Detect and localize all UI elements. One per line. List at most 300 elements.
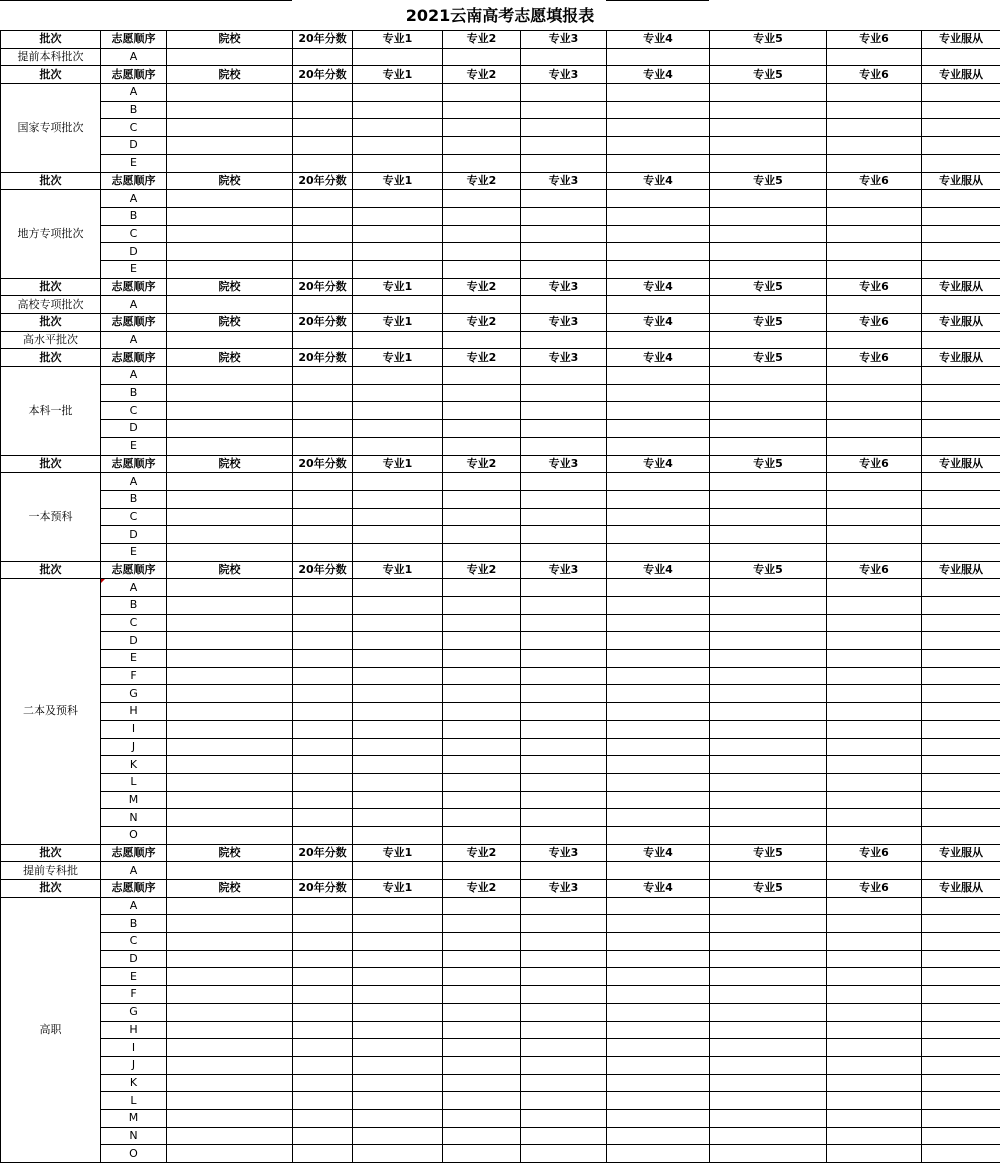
major-2-cell[interactable] bbox=[443, 650, 521, 668]
major-1-cell[interactable] bbox=[353, 809, 443, 827]
major-obey-cell[interactable] bbox=[922, 207, 1000, 225]
score-2020-cell[interactable] bbox=[293, 84, 353, 102]
major-5-cell[interactable] bbox=[710, 207, 827, 225]
major-3-cell[interactable] bbox=[521, 119, 607, 137]
school-cell[interactable] bbox=[167, 490, 293, 508]
school-cell[interactable] bbox=[167, 543, 293, 561]
major-3-cell[interactable] bbox=[521, 84, 607, 102]
major-1-cell[interactable] bbox=[353, 1021, 443, 1039]
major-6-cell[interactable] bbox=[827, 1074, 922, 1092]
school-cell[interactable] bbox=[167, 809, 293, 827]
major-1-cell[interactable] bbox=[353, 933, 443, 951]
score-2020-cell[interactable] bbox=[293, 1003, 353, 1021]
major-2-cell[interactable] bbox=[443, 207, 521, 225]
major-6-cell[interactable] bbox=[827, 614, 922, 632]
major-5-cell[interactable] bbox=[710, 260, 827, 278]
score-2020-cell[interactable] bbox=[293, 1039, 353, 1057]
major-4-cell[interactable] bbox=[607, 809, 710, 827]
major-1-cell[interactable] bbox=[353, 1003, 443, 1021]
score-2020-cell[interactable] bbox=[293, 915, 353, 933]
school-cell[interactable] bbox=[167, 402, 293, 420]
major-obey-cell[interactable] bbox=[922, 508, 1000, 526]
major-obey-cell[interactable] bbox=[922, 473, 1000, 491]
major-2-cell[interactable] bbox=[443, 1109, 521, 1127]
major-2-cell[interactable] bbox=[443, 367, 521, 385]
major-obey-cell[interactable] bbox=[922, 986, 1000, 1004]
major-2-cell[interactable] bbox=[443, 260, 521, 278]
major-5-cell[interactable] bbox=[710, 420, 827, 438]
major-3-cell[interactable] bbox=[521, 490, 607, 508]
major-1-cell[interactable] bbox=[353, 685, 443, 703]
major-4-cell[interactable] bbox=[607, 243, 710, 261]
major-5-cell[interactable] bbox=[710, 933, 827, 951]
major-2-cell[interactable] bbox=[443, 720, 521, 738]
major-2-cell[interactable] bbox=[443, 508, 521, 526]
major-4-cell[interactable] bbox=[607, 508, 710, 526]
score-2020-cell[interactable] bbox=[293, 1092, 353, 1110]
major-obey-cell[interactable] bbox=[922, 225, 1000, 243]
major-3-cell[interactable] bbox=[521, 508, 607, 526]
major-obey-cell[interactable] bbox=[922, 420, 1000, 438]
major-4-cell[interactable] bbox=[607, 331, 710, 349]
score-2020-cell[interactable] bbox=[293, 543, 353, 561]
school-cell[interactable] bbox=[167, 367, 293, 385]
major-6-cell[interactable] bbox=[827, 1127, 922, 1145]
major-3-cell[interactable] bbox=[521, 703, 607, 721]
major-4-cell[interactable] bbox=[607, 260, 710, 278]
school-cell[interactable] bbox=[167, 597, 293, 615]
major-1-cell[interactable] bbox=[353, 950, 443, 968]
major-1-cell[interactable] bbox=[353, 773, 443, 791]
score-2020-cell[interactable] bbox=[293, 809, 353, 827]
major-3-cell[interactable] bbox=[521, 915, 607, 933]
major-3-cell[interactable] bbox=[521, 437, 607, 455]
score-2020-cell[interactable] bbox=[293, 597, 353, 615]
major-3-cell[interactable] bbox=[521, 243, 607, 261]
major-2-cell[interactable] bbox=[443, 809, 521, 827]
major-1-cell[interactable] bbox=[353, 915, 443, 933]
major-obey-cell[interactable] bbox=[922, 260, 1000, 278]
major-5-cell[interactable] bbox=[710, 1092, 827, 1110]
major-2-cell[interactable] bbox=[443, 154, 521, 172]
major-6-cell[interactable] bbox=[827, 137, 922, 155]
major-1-cell[interactable] bbox=[353, 1127, 443, 1145]
major-2-cell[interactable] bbox=[443, 420, 521, 438]
major-5-cell[interactable] bbox=[710, 190, 827, 208]
major-obey-cell[interactable] bbox=[922, 48, 1000, 66]
school-cell[interactable] bbox=[167, 526, 293, 544]
score-2020-cell[interactable] bbox=[293, 632, 353, 650]
major-6-cell[interactable] bbox=[827, 933, 922, 951]
major-1-cell[interactable] bbox=[353, 1039, 443, 1057]
major-2-cell[interactable] bbox=[443, 756, 521, 774]
school-cell[interactable] bbox=[167, 1145, 293, 1163]
major-6-cell[interactable] bbox=[827, 826, 922, 844]
major-5-cell[interactable] bbox=[710, 720, 827, 738]
major-6-cell[interactable] bbox=[827, 1109, 922, 1127]
major-3-cell[interactable] bbox=[521, 950, 607, 968]
major-5-cell[interactable] bbox=[710, 225, 827, 243]
major-obey-cell[interactable] bbox=[922, 632, 1000, 650]
score-2020-cell[interactable] bbox=[293, 402, 353, 420]
major-obey-cell[interactable] bbox=[922, 243, 1000, 261]
major-2-cell[interactable] bbox=[443, 738, 521, 756]
major-4-cell[interactable] bbox=[607, 915, 710, 933]
major-2-cell[interactable] bbox=[443, 137, 521, 155]
school-cell[interactable] bbox=[167, 260, 293, 278]
score-2020-cell[interactable] bbox=[293, 260, 353, 278]
major-6-cell[interactable] bbox=[827, 579, 922, 597]
score-2020-cell[interactable] bbox=[293, 1021, 353, 1039]
major-1-cell[interactable] bbox=[353, 720, 443, 738]
major-5-cell[interactable] bbox=[710, 685, 827, 703]
school-cell[interactable] bbox=[167, 437, 293, 455]
major-3-cell[interactable] bbox=[521, 773, 607, 791]
major-6-cell[interactable] bbox=[827, 543, 922, 561]
major-3-cell[interactable] bbox=[521, 1092, 607, 1110]
school-cell[interactable] bbox=[167, 225, 293, 243]
major-3-cell[interactable] bbox=[521, 933, 607, 951]
major-3-cell[interactable] bbox=[521, 207, 607, 225]
major-3-cell[interactable] bbox=[521, 650, 607, 668]
major-2-cell[interactable] bbox=[443, 597, 521, 615]
score-2020-cell[interactable] bbox=[293, 420, 353, 438]
major-obey-cell[interactable] bbox=[922, 367, 1000, 385]
major-obey-cell[interactable] bbox=[922, 543, 1000, 561]
major-obey-cell[interactable] bbox=[922, 826, 1000, 844]
major-5-cell[interactable] bbox=[710, 101, 827, 119]
major-obey-cell[interactable] bbox=[922, 614, 1000, 632]
major-1-cell[interactable] bbox=[353, 154, 443, 172]
major-2-cell[interactable] bbox=[443, 579, 521, 597]
major-3-cell[interactable] bbox=[521, 154, 607, 172]
major-5-cell[interactable] bbox=[710, 296, 827, 314]
major-1-cell[interactable] bbox=[353, 137, 443, 155]
major-2-cell[interactable] bbox=[443, 243, 521, 261]
major-6-cell[interactable] bbox=[827, 1021, 922, 1039]
major-2-cell[interactable] bbox=[443, 1092, 521, 1110]
school-cell[interactable] bbox=[167, 1003, 293, 1021]
major-obey-cell[interactable] bbox=[922, 897, 1000, 915]
major-2-cell[interactable] bbox=[443, 968, 521, 986]
major-3-cell[interactable] bbox=[521, 137, 607, 155]
score-2020-cell[interactable] bbox=[293, 190, 353, 208]
major-4-cell[interactable] bbox=[607, 986, 710, 1004]
major-4-cell[interactable] bbox=[607, 190, 710, 208]
major-3-cell[interactable] bbox=[521, 225, 607, 243]
major-2-cell[interactable] bbox=[443, 1127, 521, 1145]
school-cell[interactable] bbox=[167, 650, 293, 668]
major-3-cell[interactable] bbox=[521, 331, 607, 349]
major-obey-cell[interactable] bbox=[922, 190, 1000, 208]
score-2020-cell[interactable] bbox=[293, 490, 353, 508]
major-3-cell[interactable] bbox=[521, 260, 607, 278]
major-1-cell[interactable] bbox=[353, 526, 443, 544]
major-6-cell[interactable] bbox=[827, 331, 922, 349]
major-5-cell[interactable] bbox=[710, 862, 827, 880]
major-5-cell[interactable] bbox=[710, 490, 827, 508]
school-cell[interactable] bbox=[167, 756, 293, 774]
major-5-cell[interactable] bbox=[710, 1127, 827, 1145]
major-4-cell[interactable] bbox=[607, 720, 710, 738]
major-5-cell[interactable] bbox=[710, 579, 827, 597]
school-cell[interactable] bbox=[167, 190, 293, 208]
major-1-cell[interactable] bbox=[353, 101, 443, 119]
major-4-cell[interactable] bbox=[607, 650, 710, 668]
major-6-cell[interactable] bbox=[827, 260, 922, 278]
major-1-cell[interactable] bbox=[353, 367, 443, 385]
major-obey-cell[interactable] bbox=[922, 685, 1000, 703]
major-5-cell[interactable] bbox=[710, 154, 827, 172]
major-5-cell[interactable] bbox=[710, 331, 827, 349]
score-2020-cell[interactable] bbox=[293, 331, 353, 349]
school-cell[interactable] bbox=[167, 773, 293, 791]
major-4-cell[interactable] bbox=[607, 685, 710, 703]
score-2020-cell[interactable] bbox=[293, 225, 353, 243]
major-1-cell[interactable] bbox=[353, 791, 443, 809]
major-4-cell[interactable] bbox=[607, 862, 710, 880]
major-2-cell[interactable] bbox=[443, 331, 521, 349]
school-cell[interactable] bbox=[167, 720, 293, 738]
major-3-cell[interactable] bbox=[521, 402, 607, 420]
major-5-cell[interactable] bbox=[710, 1074, 827, 1092]
school-cell[interactable] bbox=[167, 473, 293, 491]
school-cell[interactable] bbox=[167, 1127, 293, 1145]
major-1-cell[interactable] bbox=[353, 437, 443, 455]
major-1-cell[interactable] bbox=[353, 826, 443, 844]
major-obey-cell[interactable] bbox=[922, 1145, 1000, 1163]
major-3-cell[interactable] bbox=[521, 579, 607, 597]
major-6-cell[interactable] bbox=[827, 420, 922, 438]
major-5-cell[interactable] bbox=[710, 986, 827, 1004]
major-2-cell[interactable] bbox=[443, 1039, 521, 1057]
school-cell[interactable] bbox=[167, 243, 293, 261]
major-6-cell[interactable] bbox=[827, 1056, 922, 1074]
major-5-cell[interactable] bbox=[710, 402, 827, 420]
score-2020-cell[interactable] bbox=[293, 738, 353, 756]
major-5-cell[interactable] bbox=[710, 773, 827, 791]
major-3-cell[interactable] bbox=[521, 809, 607, 827]
major-obey-cell[interactable] bbox=[922, 738, 1000, 756]
major-3-cell[interactable] bbox=[521, 384, 607, 402]
major-1-cell[interactable] bbox=[353, 897, 443, 915]
school-cell[interactable] bbox=[167, 897, 293, 915]
score-2020-cell[interactable] bbox=[293, 950, 353, 968]
major-3-cell[interactable] bbox=[521, 667, 607, 685]
major-2-cell[interactable] bbox=[443, 101, 521, 119]
major-4-cell[interactable] bbox=[607, 437, 710, 455]
major-1-cell[interactable] bbox=[353, 243, 443, 261]
major-2-cell[interactable] bbox=[443, 915, 521, 933]
major-4-cell[interactable] bbox=[607, 490, 710, 508]
major-6-cell[interactable] bbox=[827, 101, 922, 119]
score-2020-cell[interactable] bbox=[293, 243, 353, 261]
major-3-cell[interactable] bbox=[521, 1109, 607, 1127]
major-3-cell[interactable] bbox=[521, 756, 607, 774]
score-2020-cell[interactable] bbox=[293, 48, 353, 66]
major-4-cell[interactable] bbox=[607, 101, 710, 119]
major-2-cell[interactable] bbox=[443, 897, 521, 915]
major-2-cell[interactable] bbox=[443, 526, 521, 544]
major-1-cell[interactable] bbox=[353, 225, 443, 243]
major-5-cell[interactable] bbox=[710, 809, 827, 827]
major-3-cell[interactable] bbox=[521, 738, 607, 756]
major-6-cell[interactable] bbox=[827, 773, 922, 791]
major-1-cell[interactable] bbox=[353, 119, 443, 137]
major-obey-cell[interactable] bbox=[922, 809, 1000, 827]
major-5-cell[interactable] bbox=[710, 614, 827, 632]
major-4-cell[interactable] bbox=[607, 1056, 710, 1074]
major-1-cell[interactable] bbox=[353, 986, 443, 1004]
major-4-cell[interactable] bbox=[607, 420, 710, 438]
major-obey-cell[interactable] bbox=[922, 1021, 1000, 1039]
major-1-cell[interactable] bbox=[353, 420, 443, 438]
score-2020-cell[interactable] bbox=[293, 101, 353, 119]
major-2-cell[interactable] bbox=[443, 950, 521, 968]
major-4-cell[interactable] bbox=[607, 614, 710, 632]
school-cell[interactable] bbox=[167, 579, 293, 597]
major-5-cell[interactable] bbox=[710, 119, 827, 137]
school-cell[interactable] bbox=[167, 84, 293, 102]
major-5-cell[interactable] bbox=[710, 367, 827, 385]
major-2-cell[interactable] bbox=[443, 862, 521, 880]
score-2020-cell[interactable] bbox=[293, 579, 353, 597]
major-obey-cell[interactable] bbox=[922, 437, 1000, 455]
major-6-cell[interactable] bbox=[827, 738, 922, 756]
major-3-cell[interactable] bbox=[521, 826, 607, 844]
major-1-cell[interactable] bbox=[353, 207, 443, 225]
major-obey-cell[interactable] bbox=[922, 756, 1000, 774]
score-2020-cell[interactable] bbox=[293, 986, 353, 1004]
major-5-cell[interactable] bbox=[710, 667, 827, 685]
major-4-cell[interactable] bbox=[607, 933, 710, 951]
major-4-cell[interactable] bbox=[607, 1021, 710, 1039]
major-3-cell[interactable] bbox=[521, 597, 607, 615]
major-5-cell[interactable] bbox=[710, 968, 827, 986]
major-2-cell[interactable] bbox=[443, 1003, 521, 1021]
major-4-cell[interactable] bbox=[607, 703, 710, 721]
major-6-cell[interactable] bbox=[827, 207, 922, 225]
score-2020-cell[interactable] bbox=[293, 968, 353, 986]
major-1-cell[interactable] bbox=[353, 508, 443, 526]
major-4-cell[interactable] bbox=[607, 1039, 710, 1057]
school-cell[interactable] bbox=[167, 986, 293, 1004]
major-obey-cell[interactable] bbox=[922, 933, 1000, 951]
major-4-cell[interactable] bbox=[607, 543, 710, 561]
major-obey-cell[interactable] bbox=[922, 650, 1000, 668]
major-5-cell[interactable] bbox=[710, 597, 827, 615]
major-5-cell[interactable] bbox=[710, 826, 827, 844]
major-3-cell[interactable] bbox=[521, 614, 607, 632]
major-5-cell[interactable] bbox=[710, 1003, 827, 1021]
major-1-cell[interactable] bbox=[353, 543, 443, 561]
major-3-cell[interactable] bbox=[521, 1021, 607, 1039]
major-1-cell[interactable] bbox=[353, 260, 443, 278]
major-4-cell[interactable] bbox=[607, 367, 710, 385]
major-5-cell[interactable] bbox=[710, 915, 827, 933]
major-3-cell[interactable] bbox=[521, 968, 607, 986]
major-obey-cell[interactable] bbox=[922, 703, 1000, 721]
school-cell[interactable] bbox=[167, 296, 293, 314]
major-2-cell[interactable] bbox=[443, 614, 521, 632]
major-2-cell[interactable] bbox=[443, 490, 521, 508]
major-6-cell[interactable] bbox=[827, 84, 922, 102]
major-obey-cell[interactable] bbox=[922, 597, 1000, 615]
major-obey-cell[interactable] bbox=[922, 950, 1000, 968]
major-1-cell[interactable] bbox=[353, 650, 443, 668]
major-4-cell[interactable] bbox=[607, 402, 710, 420]
major-6-cell[interactable] bbox=[827, 950, 922, 968]
major-1-cell[interactable] bbox=[353, 296, 443, 314]
major-5-cell[interactable] bbox=[710, 473, 827, 491]
major-6-cell[interactable] bbox=[827, 367, 922, 385]
major-6-cell[interactable] bbox=[827, 437, 922, 455]
school-cell[interactable] bbox=[167, 48, 293, 66]
major-obey-cell[interactable] bbox=[922, 296, 1000, 314]
major-6-cell[interactable] bbox=[827, 526, 922, 544]
major-5-cell[interactable] bbox=[710, 756, 827, 774]
major-6-cell[interactable] bbox=[827, 508, 922, 526]
score-2020-cell[interactable] bbox=[293, 384, 353, 402]
major-2-cell[interactable] bbox=[443, 402, 521, 420]
school-cell[interactable] bbox=[167, 933, 293, 951]
major-5-cell[interactable] bbox=[710, 1145, 827, 1163]
major-6-cell[interactable] bbox=[827, 756, 922, 774]
major-6-cell[interactable] bbox=[827, 1003, 922, 1021]
major-obey-cell[interactable] bbox=[922, 773, 1000, 791]
major-obey-cell[interactable] bbox=[922, 1056, 1000, 1074]
major-5-cell[interactable] bbox=[710, 632, 827, 650]
school-cell[interactable] bbox=[167, 738, 293, 756]
school-cell[interactable] bbox=[167, 207, 293, 225]
major-6-cell[interactable] bbox=[827, 650, 922, 668]
major-1-cell[interactable] bbox=[353, 402, 443, 420]
school-cell[interactable] bbox=[167, 1021, 293, 1039]
major-6-cell[interactable] bbox=[827, 791, 922, 809]
major-obey-cell[interactable] bbox=[922, 1092, 1000, 1110]
school-cell[interactable] bbox=[167, 915, 293, 933]
major-6-cell[interactable] bbox=[827, 473, 922, 491]
major-3-cell[interactable] bbox=[521, 1003, 607, 1021]
major-6-cell[interactable] bbox=[827, 48, 922, 66]
major-2-cell[interactable] bbox=[443, 384, 521, 402]
school-cell[interactable] bbox=[167, 1092, 293, 1110]
major-2-cell[interactable] bbox=[443, 703, 521, 721]
major-obey-cell[interactable] bbox=[922, 402, 1000, 420]
score-2020-cell[interactable] bbox=[293, 614, 353, 632]
major-1-cell[interactable] bbox=[353, 756, 443, 774]
major-obey-cell[interactable] bbox=[922, 526, 1000, 544]
school-cell[interactable] bbox=[167, 632, 293, 650]
major-4-cell[interactable] bbox=[607, 597, 710, 615]
major-6-cell[interactable] bbox=[827, 119, 922, 137]
score-2020-cell[interactable] bbox=[293, 1109, 353, 1127]
major-4-cell[interactable] bbox=[607, 950, 710, 968]
major-6-cell[interactable] bbox=[827, 1092, 922, 1110]
major-3-cell[interactable] bbox=[521, 526, 607, 544]
major-obey-cell[interactable] bbox=[922, 137, 1000, 155]
major-6-cell[interactable] bbox=[827, 632, 922, 650]
score-2020-cell[interactable] bbox=[293, 296, 353, 314]
major-4-cell[interactable] bbox=[607, 473, 710, 491]
major-2-cell[interactable] bbox=[443, 84, 521, 102]
school-cell[interactable] bbox=[167, 137, 293, 155]
major-3-cell[interactable] bbox=[521, 101, 607, 119]
major-4-cell[interactable] bbox=[607, 897, 710, 915]
major-5-cell[interactable] bbox=[710, 526, 827, 544]
school-cell[interactable] bbox=[167, 508, 293, 526]
major-5-cell[interactable] bbox=[710, 897, 827, 915]
